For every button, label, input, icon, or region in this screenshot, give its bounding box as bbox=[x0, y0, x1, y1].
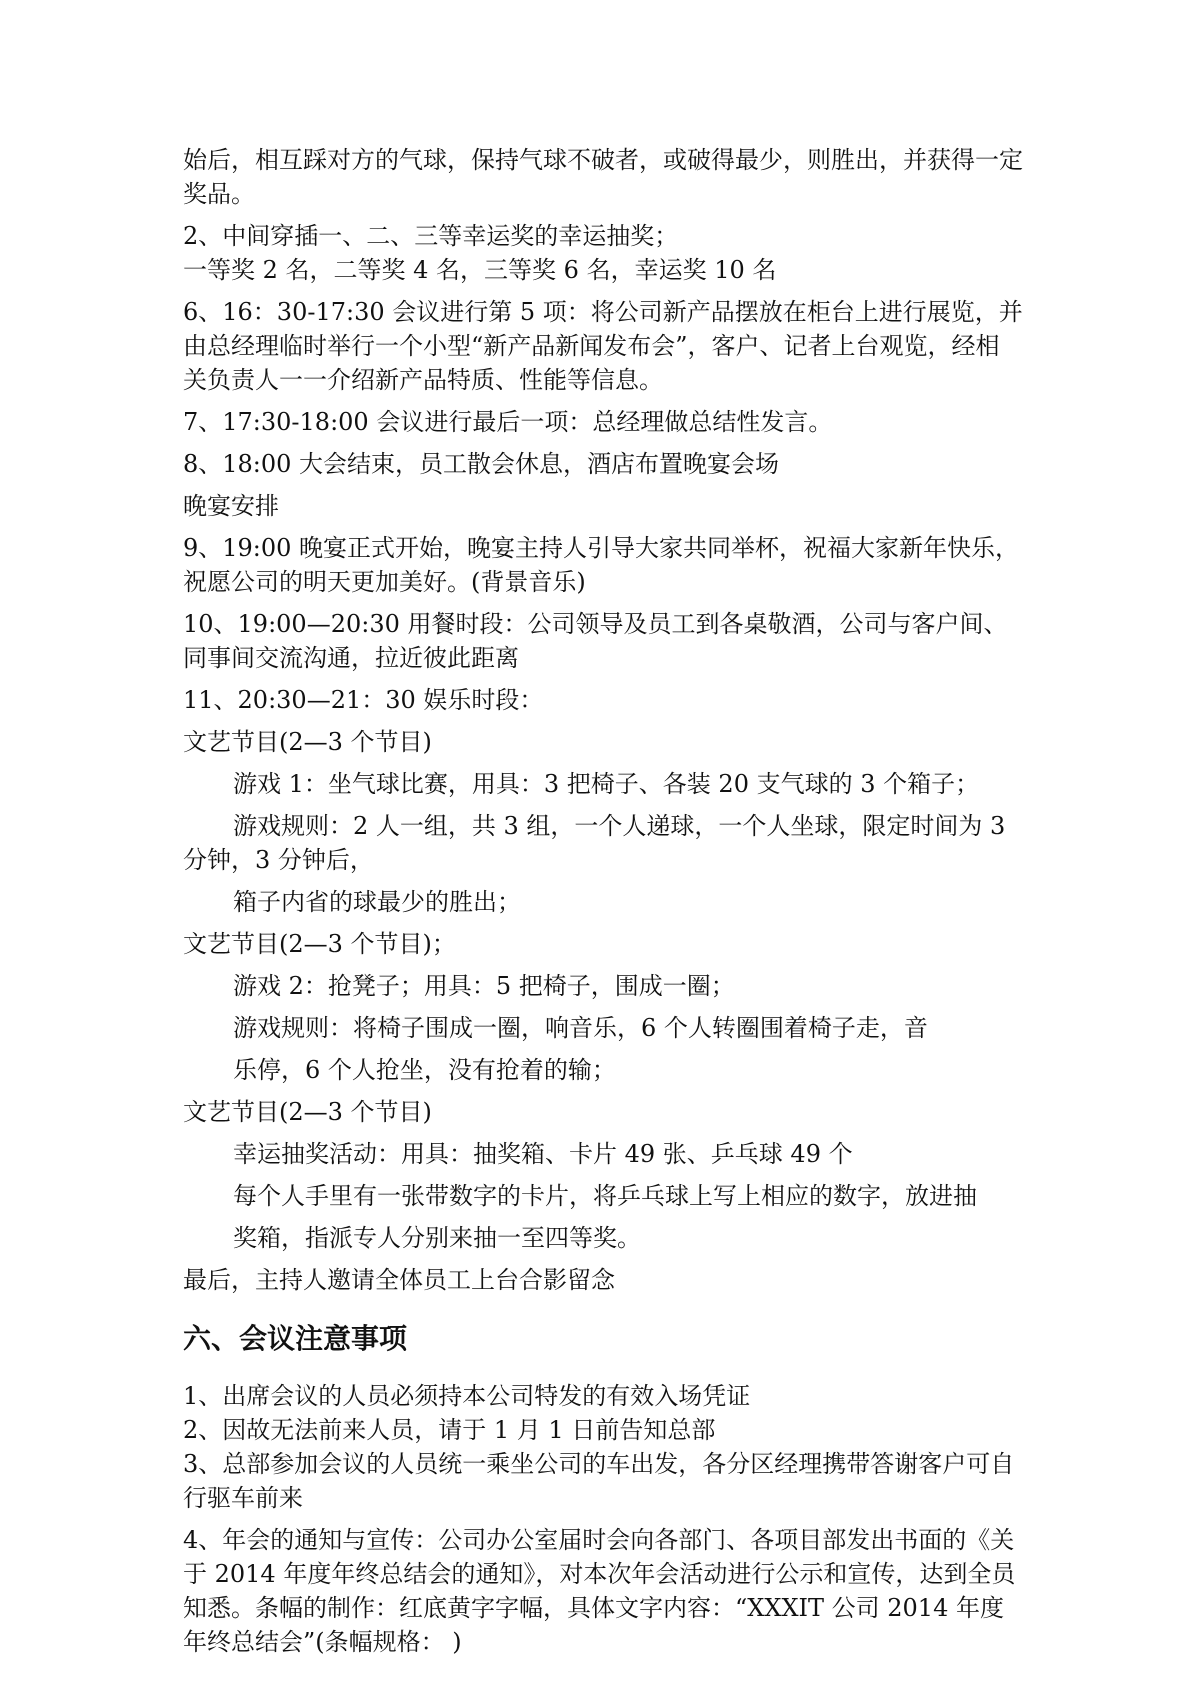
paragraph-game-1-winner: 箱子内省的球最少的胜出； bbox=[233, 888, 521, 916]
paragraph-banquet-heading: 晚宴安排 bbox=[183, 492, 279, 520]
paragraph-performance-2: 文艺节目(2—3 个节目)； bbox=[183, 930, 456, 958]
notes-item-1: 1、出席会议的人员必须持本公司特发的有效入场凭证 bbox=[183, 1382, 751, 1410]
paragraph-lucky-draw-method-cont: 奖箱，指派专人分别来抽一至四等奖。 bbox=[233, 1224, 641, 1252]
paragraph-game-2: 游戏 2：抢凳子；用具：5 把椅子，围成一圈； bbox=[233, 972, 735, 1000]
paragraph-item-7: 7、17:30-18:00 会议进行最后一项：总经理做总结性发言。 bbox=[183, 408, 833, 436]
paragraph-balloon-rule-end: 始后，相互踩对方的气球，保持气球不破者，或破得最少，则胜出，并获得一定奖品。 bbox=[183, 146, 1023, 208]
paragraph-lucky-draw-activity: 幸运抽奖活动：用具：抽奖箱、卡片 49 张、乒乓球 49 个 bbox=[233, 1140, 853, 1168]
paragraph-performance-1: 文艺节目(2—3 个节目) bbox=[183, 728, 432, 756]
paragraph-item-10: 10、19:00—20:30 用餐时段：公司领导及员工到各桌敬酒，公司与客户间、同事间交流沟通，拉近彼此距离 bbox=[183, 610, 1008, 672]
notes-item-3: 3、总部参加会议的人员统一乘坐公司的车出发，各分区经理携带答谢客户可自行驱车前来 bbox=[183, 1450, 1015, 1512]
paragraph-game-2-rules: 游戏规则：将椅子围成一圈，响音乐，6 个人转圈围着椅子走，音 bbox=[233, 1014, 928, 1042]
paragraph-performance-3: 文艺节目(2—3 个节目) bbox=[183, 1098, 432, 1126]
paragraph-game-1-rules: 游戏规则：2 人一组，共 3 组，一个人递球，一个人坐球，限定时间为 3 分钟，3 分钟后， bbox=[183, 812, 1006, 874]
paragraph-game-2-rules-cont: 乐停，6 个人抢坐，没有抢着的输； bbox=[233, 1056, 616, 1084]
notes-item-2: 2、因故无法前来人员，请于 1 月 1 日前告知总部 bbox=[183, 1416, 716, 1444]
paragraph-item-6: 6、16：30-17:30 会议进行第 5 项：将公司新产品摆放在柜台上进行展览，并由总经理临时举行一个小型“新产品新闻发布会”，客户、记者上台观览，经相关负责人一一介绍新产品特质、性能等信息。 bbox=[183, 298, 1023, 394]
paragraph-game-1: 游戏 1：坐气球比赛，用具：3 把椅子、各装 20 支气球的 3 个箱子； bbox=[233, 770, 980, 798]
document-content bbox=[183, 143, 1023, 1667]
notes-item-4: 4、年会的通知与宣传：公司办公室届时会向各部门、各项目部发出书面的《关于 2014 年度年终总结会的通知》，对本次年会活动进行公示和宣传，达到全员知悉。条幅的制作：红底黄字字幅，具体文字内容：“XXXIT 公司 2014 年度年终总结会”(条幅规格： ) bbox=[183, 1526, 1016, 1656]
paragraph-lucky-draw: 2、中间穿插一、二、三等幸运奖的幸运抽奖； bbox=[183, 222, 679, 250]
paragraph-group-photo: 最后，主持人邀请全体员工上台合影留念 bbox=[183, 1266, 615, 1294]
paragraph-lucky-draw-method: 每个人手里有一张带数字的卡片，将乒乓球上写上相应的数字，放进抽 bbox=[233, 1182, 977, 1210]
paragraph-item-9: 9、19:00 晚宴正式开始，晚宴主持人引导大家共同举杯，祝福大家新年快乐，祝愿公司的明天更加美好。(背景音乐) bbox=[183, 534, 1020, 596]
paragraph-item-8: 8、18:00 大会结束，员工散会休息，酒店布置晚宴会场 bbox=[183, 450, 780, 478]
section-title-notes: 六、会议注意事项 bbox=[183, 1322, 408, 1355]
paragraph-item-11: 11、20:30—21：30 娱乐时段： bbox=[183, 686, 544, 714]
paragraph-prize-counts: 一等奖 2 名，二等奖 4 名，三等奖 6 名，幸运奖 10 名 bbox=[183, 256, 777, 284]
